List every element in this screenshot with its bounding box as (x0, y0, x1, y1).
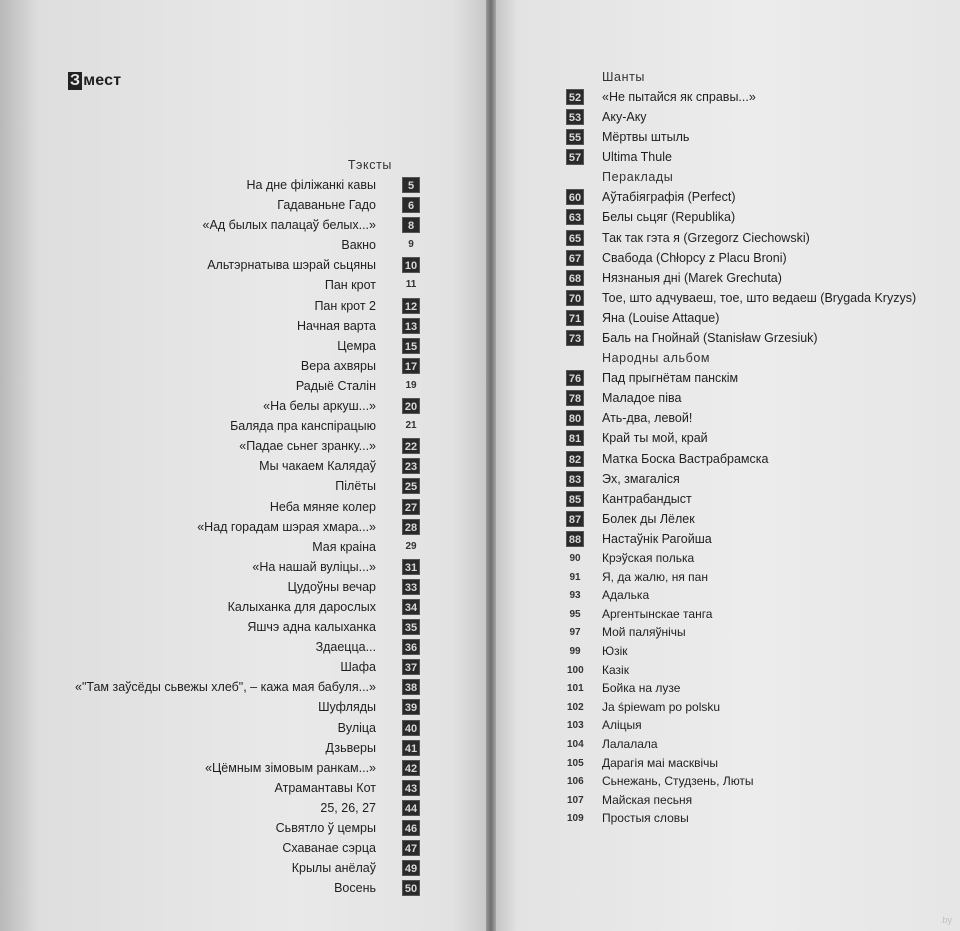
page-number: 53 (566, 109, 584, 125)
page-number: 8 (402, 217, 420, 233)
toc-entry (0, 175, 440, 195)
toc-entry (566, 107, 946, 127)
page-number: 28 (402, 519, 420, 535)
entry-title: Настаўнік Рагойша (602, 531, 712, 546)
entry-title: «Цёмным зімовым ранкам...» (205, 760, 376, 775)
entry-title: Ать-два, левой! (602, 411, 693, 426)
entry-title: Цудоўны вечар (287, 579, 376, 594)
entry-title: Вуліца (337, 720, 376, 735)
entry-title: Мёртвы штыль (602, 130, 690, 145)
page-number: 19 (405, 379, 417, 391)
toc-entry (0, 818, 440, 838)
toc-entry (0, 798, 440, 818)
toc-entry (566, 698, 946, 717)
toc-entry (566, 791, 946, 810)
toc-entry (566, 428, 946, 448)
section-title: Народны альбом (602, 351, 711, 366)
page-number: 93 (569, 590, 581, 602)
section-title: Шанты (602, 70, 646, 84)
toc-entry (566, 288, 946, 308)
page-number: 67 (566, 250, 584, 266)
toc-entry (0, 657, 440, 677)
page-number: 40 (402, 720, 420, 736)
page-number: 65 (566, 230, 584, 246)
toc-entry (0, 376, 440, 396)
toc-entry (566, 207, 946, 227)
entry-title: Яшчэ адна калыханка (247, 620, 376, 635)
entry-title: Радыё Сталін (295, 378, 376, 393)
page-number: 34 (402, 599, 420, 615)
page-number: 49 (402, 860, 420, 876)
entry-title: Казік (602, 662, 629, 677)
toc-entry (566, 147, 946, 167)
entry-title: Начная варта (297, 318, 376, 333)
page-number: 99 (569, 645, 581, 657)
toc-entry (566, 408, 946, 428)
toc-entry (0, 436, 440, 456)
entry-title: «Падае сьнег зранку...» (239, 439, 376, 454)
book-gutter (486, 0, 496, 931)
entry-title: Тое, што адчуваеш, тое, што ведаеш (Brygada Kryzys) (602, 290, 917, 305)
toc-entry (566, 228, 946, 248)
entry-title: Свабода (Chłopcy z Placu Broni) (602, 250, 787, 265)
toc-entry (566, 809, 946, 828)
toc-entry (566, 187, 946, 207)
toc-entry (0, 316, 440, 336)
toc-entry (566, 127, 946, 147)
entry-title: Схаванае сэрца (282, 841, 376, 856)
entry-title: 25, 26, 27 (320, 800, 376, 815)
watermark: .by (939, 915, 952, 925)
toc-entry (0, 456, 440, 476)
toc-entry (566, 772, 946, 791)
toc-entry (566, 87, 946, 107)
toc-entry (0, 235, 440, 255)
page-number: 38 (402, 679, 420, 695)
entry-title: Баль на Гнойнай (Stanisław Grzesiuk) (602, 331, 818, 346)
entry-title: Край ты мой, край (602, 431, 708, 446)
entry-title: Простыя словы (602, 811, 689, 826)
entry-title: «На белы аркуш...» (263, 399, 376, 414)
entry-title: Вера ахвяры (300, 358, 376, 373)
toc-entry (0, 577, 440, 597)
entry-title: Сьнежань, Студзень, Люты (602, 774, 754, 789)
toc-entry (0, 838, 440, 858)
entry-title: Неба мяняе колер (269, 499, 376, 514)
page-number: 35 (402, 619, 420, 635)
entry-title: Адалька (602, 588, 650, 603)
entry-title: Бойка на лузе (602, 681, 681, 696)
page-number: 83 (566, 471, 584, 487)
entry-title: Альтэрнатыва шэрай сьцяны (207, 258, 376, 273)
page-number: 25 (402, 478, 420, 494)
page-number: 29 (405, 540, 417, 552)
page-number: 107 (567, 794, 584, 806)
page-number: 73 (566, 330, 584, 346)
toc-entry (566, 268, 946, 288)
entry-title: Аўтабіяграфія (Perfect) (602, 190, 736, 205)
entry-title: Маладое піва (602, 391, 682, 406)
toc-entry (0, 778, 440, 798)
page-number: 106 (567, 776, 584, 788)
entry-title: Кантрабандыст (602, 491, 692, 506)
page-number: 76 (566, 370, 584, 386)
toc-entry (566, 568, 946, 587)
page-number: 103 (567, 720, 584, 732)
page-number: 109 (567, 813, 584, 825)
title-initial: З (70, 72, 81, 89)
toc-entry (566, 661, 946, 680)
page-number: 9 (408, 239, 414, 251)
page-number: 5 (402, 177, 420, 193)
entry-title: Яна (Louise Attaque) (602, 310, 720, 325)
page-number: 91 (569, 571, 581, 583)
entry-title: Дарагія маі масквічы (602, 755, 719, 770)
entry-title: Пан крот 2 (314, 298, 376, 313)
entry-title: Мая краіна (312, 539, 376, 554)
page-number: 17 (402, 358, 420, 374)
page-number: 20 (402, 398, 420, 414)
entry-title: Сьвятло ў цемры (275, 821, 376, 835)
page-number: 10 (402, 257, 420, 273)
toc-entry (0, 296, 440, 316)
entry-title: Шафа (340, 660, 376, 675)
entry-title: Лалалала (602, 736, 658, 751)
toc-entry (0, 517, 440, 537)
toc-entry (0, 255, 440, 275)
entry-title: Пад прыгнётам панскім (602, 371, 739, 386)
page-number: 36 (402, 639, 420, 655)
page-number: 46 (402, 820, 420, 836)
toc-entry (566, 489, 946, 509)
page-number: 57 (566, 149, 584, 165)
toc-entry (0, 718, 440, 738)
entry-title: Так так гэта я (Grzegorz Ciechowski) (602, 230, 810, 245)
page-title (68, 72, 121, 90)
toc-entry (566, 388, 946, 408)
page-number: 100 (567, 664, 584, 676)
entry-title: Крэўская полька (602, 550, 695, 565)
entry-title: На дне філіжанкі кавы (246, 178, 376, 192)
entry-title: Цемра (337, 338, 376, 353)
page-number: 13 (402, 318, 420, 334)
page-number: 97 (569, 627, 581, 639)
page-number: 47 (402, 840, 420, 856)
page-number: 50 (402, 880, 420, 896)
toc-entry (0, 396, 440, 416)
page-number: 23 (402, 458, 420, 474)
entry-title: Ultima Thule (602, 150, 672, 165)
page-number: 31 (402, 559, 420, 575)
toc-entry (566, 642, 946, 661)
toc-entry (566, 549, 946, 568)
page-number: 90 (569, 552, 581, 564)
page-number: 6 (402, 197, 420, 213)
section-title: Пераклады (602, 170, 674, 185)
page-number: 95 (569, 608, 581, 620)
entry-title: Атрамантавы Кот (274, 780, 376, 795)
page-number: 70 (566, 290, 584, 306)
page-number: 88 (566, 531, 584, 547)
page-number: 15 (402, 338, 420, 354)
page-number: 39 (402, 699, 420, 715)
entry-title: Дзьверы (325, 740, 376, 755)
entry-title: Аліцыя (602, 718, 642, 733)
toc-entry (566, 605, 946, 624)
toc-entry (0, 697, 440, 717)
toc-entry (0, 858, 440, 878)
toc-entry (566, 449, 946, 469)
page-number: 102 (567, 701, 584, 713)
toc-entry (566, 308, 946, 328)
toc-entry (566, 679, 946, 698)
entry-title: Аку-Аку (602, 110, 647, 125)
entry-title: Эх, змагаліся (602, 471, 680, 486)
toc-entry (0, 336, 440, 356)
entry-title: «"Там заўсёды сьвежы хлеб", – кажа мая бабуля...» (75, 680, 376, 695)
entry-title: Мой паляўнічы (602, 625, 686, 640)
title-rest: мест (83, 72, 122, 89)
toc-entry (566, 735, 946, 754)
entry-title: Шуфляды (318, 700, 376, 715)
toc-entry (566, 248, 946, 268)
page-number: 71 (566, 310, 584, 326)
entry-title: «На нашай вуліцы...» (252, 559, 376, 574)
page-number: 12 (402, 298, 420, 314)
entry-title: Аргентынскае танга (602, 606, 713, 621)
page-number: 82 (566, 451, 584, 467)
entry-title: Гадаваньне Гадо (277, 198, 376, 213)
toc-entry (0, 878, 440, 898)
page-number: 85 (566, 491, 584, 507)
toc-entry (566, 754, 946, 773)
entry-title: «Над горадам шэрая хмара...» (197, 519, 376, 534)
entry-title: Вакно (341, 238, 376, 253)
entry-title: Крылы анёлаў (291, 861, 376, 876)
toc-entry (566, 529, 946, 549)
toc-entry (0, 476, 440, 496)
entry-title: Баляда пра канспірацыю (230, 419, 376, 434)
toc-entry (0, 758, 440, 778)
page-number: 63 (566, 209, 584, 225)
entry-title: Юзік (602, 643, 628, 658)
entry-title: Мы чакаем Калядаў (259, 459, 376, 474)
toc-entry (0, 275, 440, 295)
toc-entry (0, 617, 440, 637)
toc-entry (566, 368, 946, 388)
page-number: 43 (402, 780, 420, 796)
entry-title: Матка Боска Вастрабрамска (602, 451, 769, 466)
toc-entry (0, 597, 440, 617)
right-contents-list (566, 67, 946, 828)
entry-title: Восень (334, 881, 376, 896)
page-number: 68 (566, 270, 584, 286)
toc-entry (0, 356, 440, 376)
page-number: 42 (402, 760, 420, 776)
page-number: 41 (402, 740, 420, 756)
left-contents-list (0, 155, 440, 898)
toc-entry (0, 195, 440, 215)
page-number: 105 (567, 757, 584, 769)
entry-title: Пілёты (335, 479, 376, 494)
page-number: 22 (402, 438, 420, 454)
toc-entry (566, 623, 946, 642)
page-number: 101 (567, 683, 584, 695)
toc-entry (566, 509, 946, 529)
entry-title: Болек ды Лёлек (602, 511, 695, 526)
entry-title: Нязнаныя дні (Marek Grechuta) (602, 270, 782, 285)
entry-title: «Не пытайся як справы...» (602, 90, 756, 104)
toc-entry (0, 215, 440, 235)
page-number: 52 (566, 89, 584, 105)
toc-entry (0, 738, 440, 758)
toc-entry (566, 716, 946, 735)
toc-entry (0, 497, 440, 517)
toc-entry (0, 416, 440, 436)
toc-entry (566, 586, 946, 605)
toc-entry (0, 557, 440, 577)
toc-entry (0, 537, 440, 557)
page-number: 21 (405, 420, 417, 432)
page-number: 78 (566, 390, 584, 406)
entry-title: Здаецца... (315, 640, 376, 655)
entry-title: «Ад былых палацаў белых...» (202, 218, 376, 233)
entry-title: Пан крот (324, 278, 376, 293)
page-number: 80 (566, 410, 584, 426)
page-number: 81 (566, 430, 584, 446)
toc-entry (0, 637, 440, 657)
page-number: 44 (402, 800, 420, 816)
page-number: 33 (402, 579, 420, 595)
toc-entry (0, 677, 440, 697)
section-title-teksty: Тэксты (347, 158, 392, 172)
page-number: 55 (566, 129, 584, 145)
toc-entry (566, 328, 946, 348)
toc-entry (566, 469, 946, 489)
page-number: 104 (567, 738, 584, 750)
page-number: 37 (402, 659, 420, 675)
entry-title: Я, да жалю, ня пан (602, 569, 708, 584)
page-number: 87 (566, 511, 584, 527)
entry-title: Калыханка для дарослых (227, 599, 376, 614)
entry-title: Майская песьня (602, 792, 693, 807)
entry-title: Ja śpiewam po polsku (602, 699, 721, 714)
entry-title: Белы сьцяг (Republika) (602, 210, 736, 225)
page-number: 27 (402, 499, 420, 515)
page-number: 11 (405, 279, 417, 291)
page-number: 60 (566, 189, 584, 205)
